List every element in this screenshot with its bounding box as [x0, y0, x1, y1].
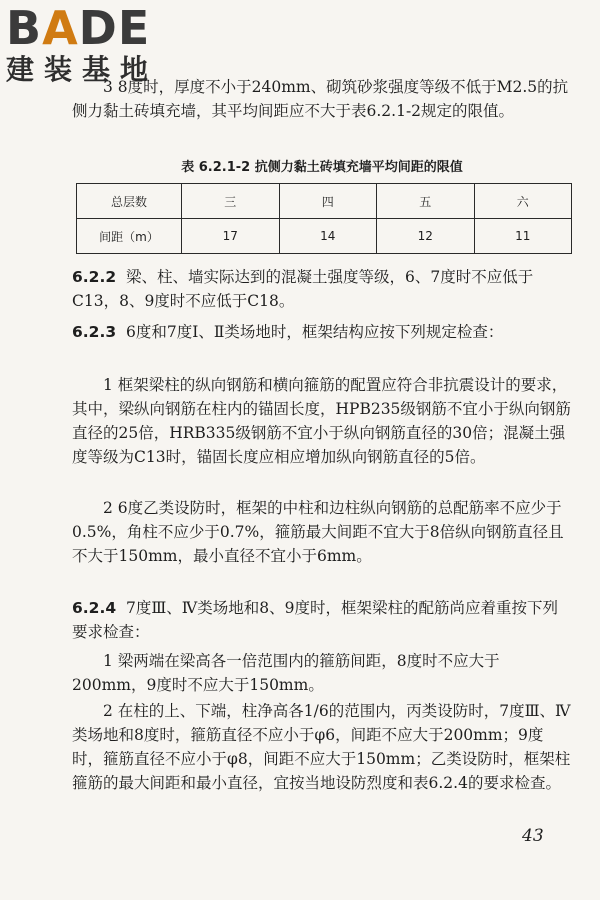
table-cell: 14: [279, 219, 377, 254]
clause-number: 6.2.2: [72, 268, 117, 286]
watermark-chinese-text: 建装基地: [6, 53, 159, 86]
watermark-letter-b: B: [6, 1, 43, 55]
clause-6-2-4-item-1: 1 梁两端在梁高各一倍范围内的箍筋间距，8度时不应大于200mm，9度时不应大于150mm。: [72, 652, 500, 694]
table-column-header: 六: [474, 184, 572, 219]
clause-number: 6.2.4: [72, 599, 117, 617]
table-header-label: 总层数: [77, 184, 182, 219]
clause-6-2-4: [72, 596, 572, 644]
table-data-row: [77, 219, 572, 254]
table-cell: 11: [474, 219, 572, 254]
clause-text: 梁、柱、墙实际达到的混凝土强度等级，6、7度时不应低于C13，8、9度时不应低于C18。: [72, 268, 534, 310]
table-row-label: 间距（m）: [77, 219, 182, 254]
table-title: 表 6.2.1-2 抗侧力黏土砖填充墙平均间距的限值: [181, 160, 463, 175]
clause-6-2-2: [72, 265, 572, 313]
clause-6-2-3-item-2: 2 6度乙类设防时，框架的中柱和边柱纵向钢筋的总配筋率不应少于0.5%，角柱不应少于0.7%，箍筋最大间距不宜大于8倍纵向钢筋直径且不大于150mm，最小直径不宜小于6mm。: [72, 499, 564, 565]
clause-text: 7度Ⅲ、Ⅳ类场地和8、9度时，框架梁柱的配筋尚应着重按下列要求检查：: [72, 599, 559, 641]
watermark-letters-de: DE: [78, 1, 151, 55]
table-cell: 12: [377, 219, 475, 254]
infill-wall-spacing-table: [76, 183, 572, 254]
table-header-row: [77, 184, 572, 219]
intro-paragraph: 3 8度时，厚度不小于240mm、砌筑砂浆强度等级不低于M2.5的抗侧力黏土砖填充墙，其平均间距应不大于表6.2.1-2规定的限值。: [72, 78, 569, 120]
clause-6-2-3: [72, 320, 572, 344]
clause-6-2-3-item-1: 1 框架梁柱的纵向钢筋和横向箍筋的配置应符合非抗震设计的要求，其中，梁纵向钢筋在柱内的锚固长度，HPB235级钢筋不宜小于纵向钢筋直径的25倍，HRB335级钢筋不宜小于纵向钢筋直径的30倍；混凝土强度等级为C13时，锚固长度应相应增加纵向钢筋直径的5倍。: [72, 376, 571, 466]
watermark-latin-text: [6, 1, 151, 55]
clause-text: 6度和7度Ⅰ、Ⅱ类场地时，框架结构应按下列规定检查：: [126, 323, 504, 341]
table-column-header: 三: [182, 184, 280, 219]
table-cell: 17: [182, 219, 280, 254]
clause-number: 6.2.3: [72, 323, 117, 341]
table-column-header: 五: [377, 184, 475, 219]
watermark-letter-a: A: [42, 1, 79, 55]
table-column-header: 四: [279, 184, 377, 219]
page-number: 43: [522, 826, 544, 846]
clause-6-2-4-item-2: 2 在柱的上、下端，柱净高各1/6的范围内，丙类设防时，7度Ⅲ、Ⅳ类场地和8度时，箍筋直径不应小于φ6，间距不应大于200mm；9度时，箍筋直径不应小于φ8，间距不应大于150mm；乙类设防时，框架柱箍筋的最大间距和最小直径，宜按当地设防烈度和表6.2.4的要求检查。: [72, 702, 571, 792]
